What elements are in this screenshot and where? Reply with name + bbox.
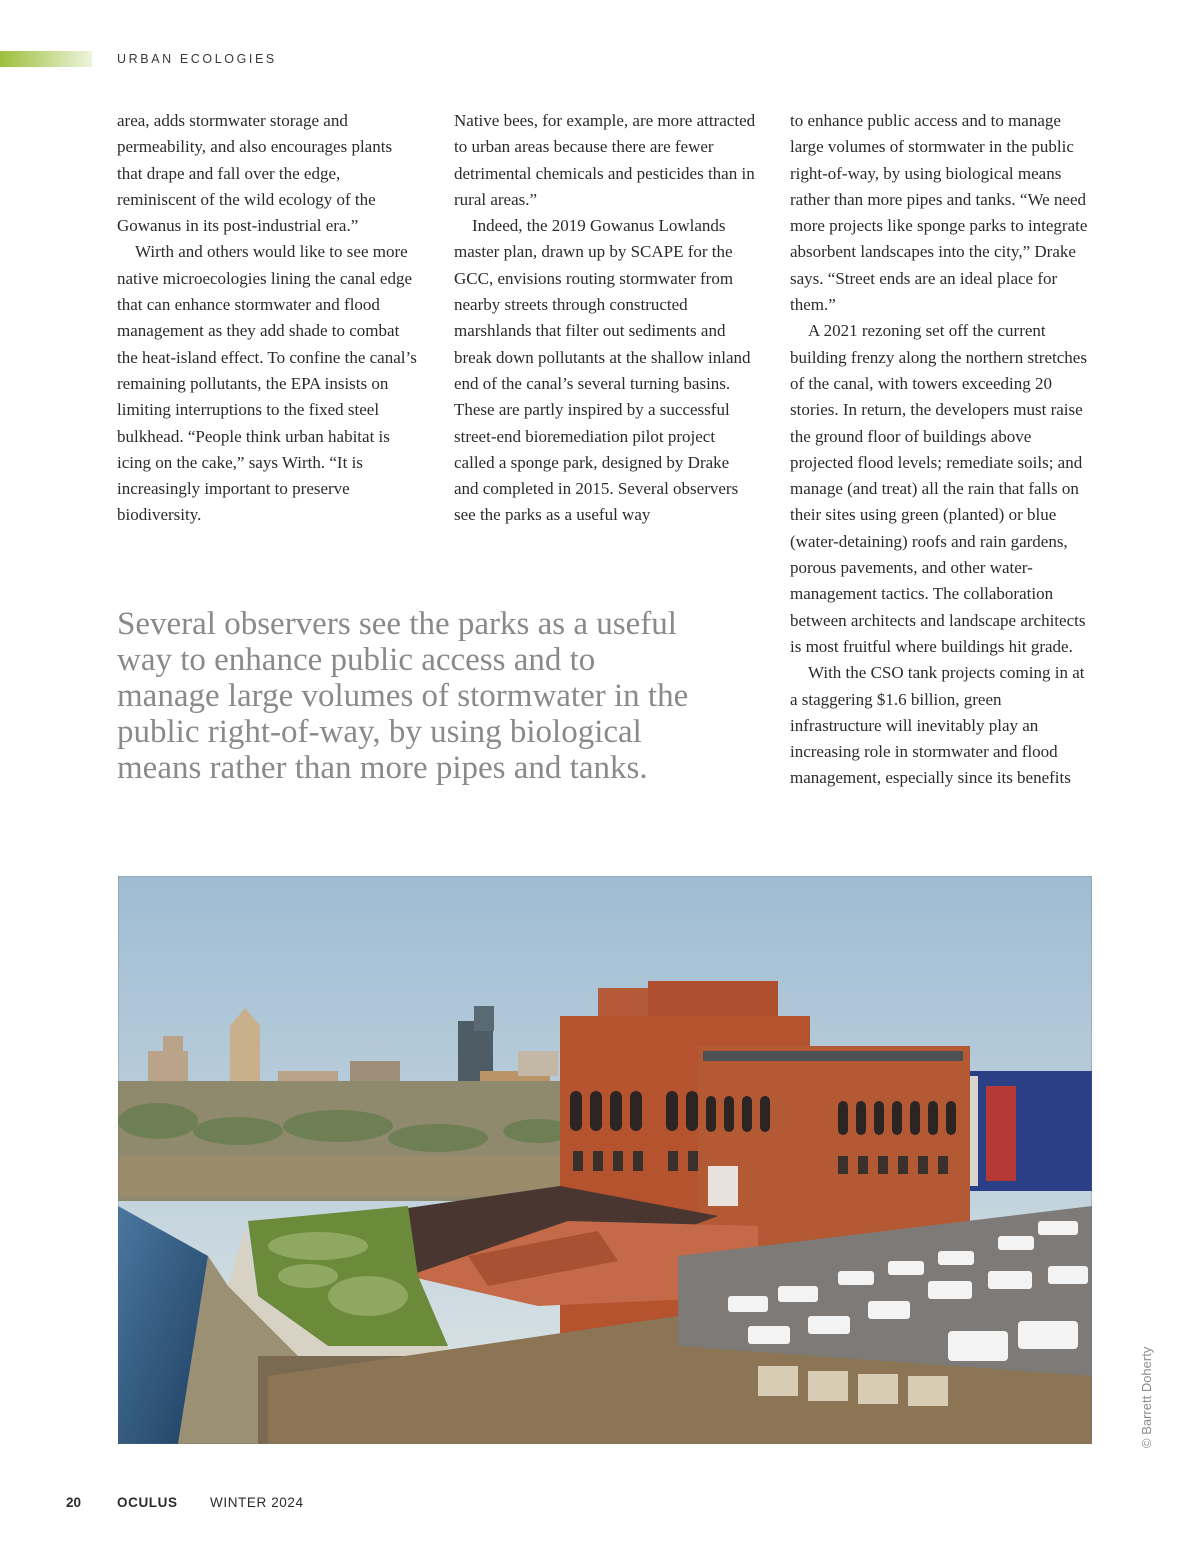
section-accent-bar xyxy=(0,51,92,67)
paragraph: Indeed, the 2019 Gowanus Lowlands master plan, drawn up by SCAPE for the GCC, envisions routing stormwater from nearby streets through constructed marshlands that filter out sediments and break down pollutants at the shallow inland end of the canal’s several turning basins. These are partly inspired by a successful street-end bioremediation pilot project called a sponge park, designed by Drake and completed in 2015. Several observers see the parks as a useful way xyxy=(454,216,751,525)
paragraph: Wirth and others would like to see more native microecologies lining the canal edge that can enhance stormwater and flood management as they add shade to combat the heat-island effect. To confine the canal’s remaining pollutants, the EPA insists on limiting interruptions to the fixed steel bulkhead. “People think urban habitat is icing on the cake,” says Wirth. “It is increasingly important to preserve biodiversity. xyxy=(117,242,417,525)
text-column-2 xyxy=(454,108,756,529)
magazine-name: OCULUS xyxy=(117,1495,178,1510)
photo-credit: © Barrett Doherty xyxy=(1139,1346,1154,1448)
paragraph: area, adds stormwater storage and permeability, and also encourages plants that drape and fall over the edge, reminiscent of the wild ecology of the Gowanus in its post-industrial era.” xyxy=(117,111,393,236)
paragraph: Native bees, for example, are more attracted to urban areas because there are fewer detrimental chemicals and pesticides than in rural areas.” xyxy=(454,111,756,209)
paragraph: to enhance public access and to manage large volumes of stormwater in the public right-of-way, by using biological means rather than more pipes and tanks. “We need more projects like sponge parks to integrate absorbent landscapes into the city,” Drake says. “Street ends are an ideal place for them.” xyxy=(790,111,1088,315)
issue-label: WINTER 2024 xyxy=(210,1495,304,1510)
aerial-photo xyxy=(118,876,1092,1444)
text-column-3 xyxy=(790,108,1092,792)
paragraph: A 2021 rezoning set off the current building frenzy along the northern stretches of the canal, with towers exceeding 20 stories. In return, the developers must raise the ground floor of buildings above projected flood levels; remediate soils; and manage (and treat) all the rain that falls on their sites using green (planted) or blue (water-detaining) roofs and rain gardens, porous pavements, and other water-management tactics. The collaboration between architects and landscape architects is most fruitful where buildings hit grade. xyxy=(790,321,1087,656)
section-label: URBAN ECOLOGIES xyxy=(117,52,277,66)
paragraph: With the CSO tank projects coming in at a staggering $1.6 billion, green infrastructure will inevitably play an increasing role in stormwater and flood management, especially since its benefits xyxy=(790,663,1085,788)
text-column-1 xyxy=(117,108,419,529)
pull-quote: Several observers see the parks as a useful way to enhance public access and to manage large volumes of stormwater in the public right-of-way, by using biological means rather than more pipes and tanks. xyxy=(117,606,689,786)
page-number: 20 xyxy=(66,1495,82,1510)
